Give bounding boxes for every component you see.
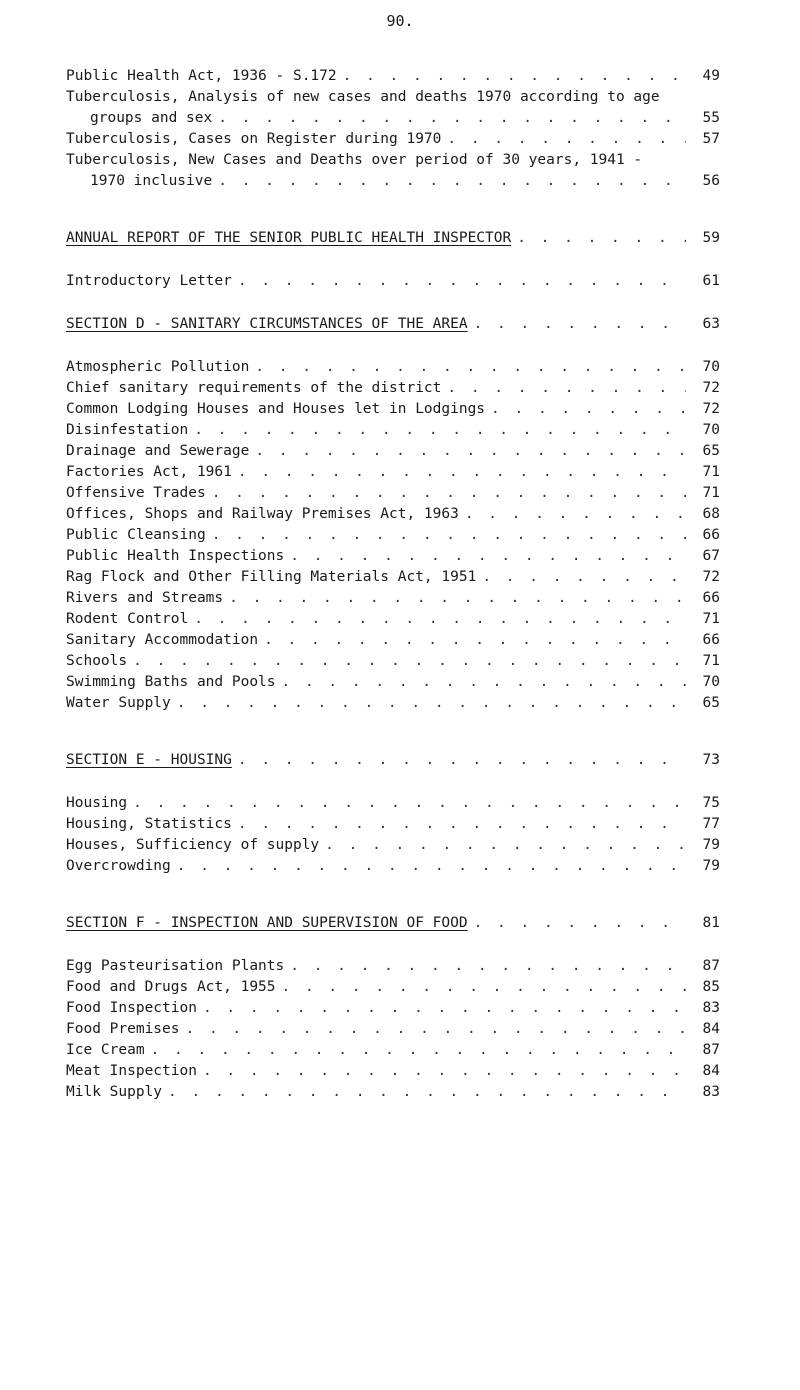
toc-entry bbox=[66, 567, 720, 588]
toc-entry-page: 85 bbox=[702, 979, 720, 995]
toc-entry-label: Disinfestation bbox=[66, 422, 189, 438]
dot-leader bbox=[188, 420, 686, 441]
dot-leader bbox=[476, 567, 686, 588]
dot-leader bbox=[284, 956, 686, 977]
section-heading-label: SECTION F - INSPECTION AND SUPERVISION OF FOOD bbox=[66, 915, 468, 931]
dot-leader bbox=[212, 108, 686, 129]
toc-entry-page: 57 bbox=[702, 131, 720, 147]
dot-leader bbox=[212, 171, 686, 192]
page-number: 90. bbox=[386, 12, 414, 30]
dot-leader bbox=[468, 314, 686, 335]
toc-entry-label: Public Health Act, 1936 - S.172 bbox=[66, 68, 337, 84]
section-heading-d bbox=[66, 314, 720, 335]
toc-entry-page: 55 bbox=[702, 110, 720, 126]
dot-leader bbox=[171, 693, 686, 714]
dot-leader bbox=[127, 651, 686, 672]
toc-entry-page: 83 bbox=[702, 1000, 720, 1016]
toc-entry-page: 65 bbox=[702, 695, 720, 711]
toc-entry-page: 66 bbox=[702, 590, 720, 606]
toc-entry-label: Schools bbox=[66, 653, 128, 669]
toc-entry bbox=[66, 504, 720, 525]
toc-entry-label: Housing, Statistics bbox=[66, 816, 232, 832]
section-heading-annual-report bbox=[66, 228, 720, 249]
toc-entry bbox=[66, 956, 720, 977]
toc-entry-label: Housing bbox=[66, 795, 128, 811]
toc-entry-label: Meat Inspection bbox=[66, 1063, 197, 1079]
dot-leader bbox=[206, 483, 686, 504]
toc-entry bbox=[66, 1040, 720, 1061]
dot-leader bbox=[468, 913, 686, 934]
dot-leader bbox=[258, 630, 686, 651]
toc-entry bbox=[66, 399, 720, 420]
toc-entry-label: Factories Act, 1961 bbox=[66, 464, 232, 480]
toc-entry-label: Sanitary Accommodation bbox=[66, 632, 259, 648]
toc-entry bbox=[66, 977, 720, 998]
toc-entry-page: 79 bbox=[702, 837, 720, 853]
dot-leader bbox=[188, 609, 686, 630]
toc-entry-label: Offensive Trades bbox=[66, 485, 206, 501]
toc-entry-page: 70 bbox=[702, 422, 720, 438]
toc-entry bbox=[66, 793, 720, 814]
toc-entry bbox=[66, 483, 720, 504]
toc-entry-label: Introductory Letter bbox=[66, 273, 232, 289]
toc-entry-label: Common Lodging Houses and Houses let in Lodgings bbox=[66, 401, 486, 417]
dot-leader bbox=[145, 1040, 686, 1061]
dot-leader bbox=[511, 228, 686, 249]
toc-entry-page: 79 bbox=[702, 858, 720, 874]
dot-leader bbox=[232, 750, 686, 771]
toc-entry-label: Houses, Sufficiency of supply bbox=[66, 837, 320, 853]
toc-entry bbox=[66, 462, 720, 483]
section-heading-f bbox=[66, 913, 720, 934]
toc-entry-label: Rivers and Streams bbox=[66, 590, 224, 606]
toc-entry-page: 66 bbox=[702, 527, 720, 543]
toc-entry-page: 84 bbox=[702, 1021, 720, 1037]
toc-entry-label: groups and sex bbox=[90, 110, 213, 126]
toc-entry-label: Public Cleansing bbox=[66, 527, 206, 543]
dot-leader bbox=[441, 129, 686, 150]
section-e-list bbox=[66, 793, 720, 877]
toc-entry-tb-analysis bbox=[66, 108, 720, 129]
toc-entry bbox=[66, 1061, 720, 1082]
toc-entry-label: Atmospheric Pollution bbox=[66, 359, 250, 375]
dot-leader bbox=[180, 1019, 687, 1040]
toc-entry-label: Overcrowding bbox=[66, 858, 171, 874]
toc-entry-label: Drainage and Sewerage bbox=[66, 443, 250, 459]
toc-entry-label: Swimming Baths and Pools bbox=[66, 674, 276, 690]
toc-entry bbox=[66, 856, 720, 877]
toc-entry-page: 87 bbox=[702, 958, 720, 974]
dot-leader bbox=[249, 441, 686, 462]
toc-entry-page: 70 bbox=[702, 674, 720, 690]
toc-entry-page: 70 bbox=[702, 359, 720, 375]
toc-entry-page: 75 bbox=[702, 795, 720, 811]
toc-entry-label: Food and Drugs Act, 1955 bbox=[66, 979, 276, 995]
toc-entry-page: 72 bbox=[702, 569, 720, 585]
section-heading-page: 59 bbox=[702, 230, 720, 246]
toc-entry-label: Tuberculosis, Cases on Register during 1970 bbox=[66, 131, 442, 147]
toc-entry-introductory-letter bbox=[66, 271, 720, 292]
toc-entry bbox=[66, 814, 720, 835]
dot-leader bbox=[127, 793, 686, 814]
dot-leader bbox=[197, 998, 686, 1019]
toc-entry-tb-register bbox=[66, 129, 720, 150]
toc-entry bbox=[66, 525, 720, 546]
toc-entry-label: 1970 inclusive bbox=[90, 173, 213, 189]
toc-entry-page: 71 bbox=[702, 611, 720, 627]
dot-leader bbox=[171, 856, 686, 877]
toc-entry-label: Chief sanitary requirements of the district bbox=[66, 380, 442, 396]
section-d-list bbox=[66, 357, 720, 714]
toc-entry-page: 77 bbox=[702, 816, 720, 832]
toc-entry bbox=[66, 588, 720, 609]
toc-entry-page: 84 bbox=[702, 1063, 720, 1079]
dot-leader bbox=[284, 546, 686, 567]
dot-leader bbox=[337, 66, 686, 87]
toc-entry bbox=[66, 693, 720, 714]
dot-leader bbox=[206, 525, 686, 546]
table-of-contents bbox=[66, 66, 720, 1103]
toc-entry-page: 56 bbox=[702, 173, 720, 189]
toc-entry-page: 66 bbox=[702, 632, 720, 648]
dot-leader bbox=[232, 814, 686, 835]
toc-entry bbox=[66, 1019, 720, 1040]
section-heading-label: SECTION E - HOUSING bbox=[66, 752, 232, 768]
toc-entry-page: 71 bbox=[702, 653, 720, 669]
toc-entry-page: 61 bbox=[702, 273, 720, 289]
section-heading-page: 63 bbox=[702, 316, 720, 332]
section-heading-page: 73 bbox=[702, 752, 720, 768]
toc-entry-label: Public Health Inspections bbox=[66, 548, 285, 564]
toc-entry-label: Food Premises bbox=[66, 1021, 180, 1037]
dot-leader bbox=[276, 672, 686, 693]
toc-entry-label: Water Supply bbox=[66, 695, 171, 711]
toc-entry bbox=[66, 546, 720, 567]
toc-entry bbox=[66, 357, 720, 378]
section-heading-e bbox=[66, 750, 720, 771]
toc-entry-page: 72 bbox=[702, 380, 720, 396]
toc-entry bbox=[66, 672, 720, 693]
dot-leader bbox=[459, 504, 686, 525]
toc-entry bbox=[66, 630, 720, 651]
toc-entry-public-health-act bbox=[66, 66, 720, 87]
toc-entry-label: Rodent Control bbox=[66, 611, 189, 627]
toc-entry-label: Ice Cream bbox=[66, 1042, 145, 1058]
dot-leader bbox=[162, 1082, 686, 1103]
toc-entry-page: 67 bbox=[702, 548, 720, 564]
toc-entry bbox=[66, 441, 720, 462]
dot-leader bbox=[249, 357, 686, 378]
toc-entry bbox=[66, 651, 720, 672]
section-heading-label: SECTION D - SANITARY CIRCUMSTANCES OF THE AREA bbox=[66, 316, 468, 332]
dot-leader bbox=[223, 588, 686, 609]
toc-entry-label: Rag Flock and Other Filling Materials Act, 1951 bbox=[66, 569, 477, 585]
toc-entry-label: Offices, Shops and Railway Premises Act, 1963 bbox=[66, 506, 459, 522]
section-heading-page: 81 bbox=[702, 915, 720, 931]
toc-entry-page: 71 bbox=[702, 485, 720, 501]
dot-leader bbox=[485, 399, 686, 420]
section-heading-label: ANNUAL REPORT OF THE SENIOR PUBLIC HEALTH INSPECTOR bbox=[66, 230, 512, 246]
toc-entry-page: 65 bbox=[702, 443, 720, 459]
toc-entry-page: 49 bbox=[702, 68, 720, 84]
toc-entry-page: 72 bbox=[702, 401, 720, 417]
toc-entry bbox=[66, 420, 720, 441]
toc-entry-tb-analysis-line1: Tuberculosis, Analysis of new cases and deaths 1970 according to age bbox=[66, 89, 660, 105]
dot-leader bbox=[441, 378, 686, 399]
toc-entry-page: 71 bbox=[702, 464, 720, 480]
dot-leader bbox=[319, 835, 686, 856]
toc-entry bbox=[66, 609, 720, 630]
toc-entry-label: Milk Supply bbox=[66, 1084, 163, 1100]
section-f-list bbox=[66, 956, 720, 1103]
toc-entry-tb-new-cases-line1: Tuberculosis, New Cases and Deaths over period of 30 years, 1941 - bbox=[66, 152, 643, 168]
dot-leader bbox=[232, 271, 686, 292]
toc-entry-page: 87 bbox=[702, 1042, 720, 1058]
toc-entry-page: 68 bbox=[702, 506, 720, 522]
toc-entry-page: 83 bbox=[702, 1084, 720, 1100]
toc-entry-label: Food Inspection bbox=[66, 1000, 197, 1016]
toc-entry-label: Egg Pasteurisation Plants bbox=[66, 958, 285, 974]
dot-leader bbox=[232, 462, 686, 483]
toc-entry bbox=[66, 835, 720, 856]
toc-entry bbox=[66, 378, 720, 399]
toc-entry bbox=[66, 1082, 720, 1103]
dot-leader bbox=[197, 1061, 686, 1082]
dot-leader bbox=[276, 977, 686, 998]
toc-entry bbox=[66, 998, 720, 1019]
toc-entry-tb-new-cases bbox=[66, 171, 720, 192]
